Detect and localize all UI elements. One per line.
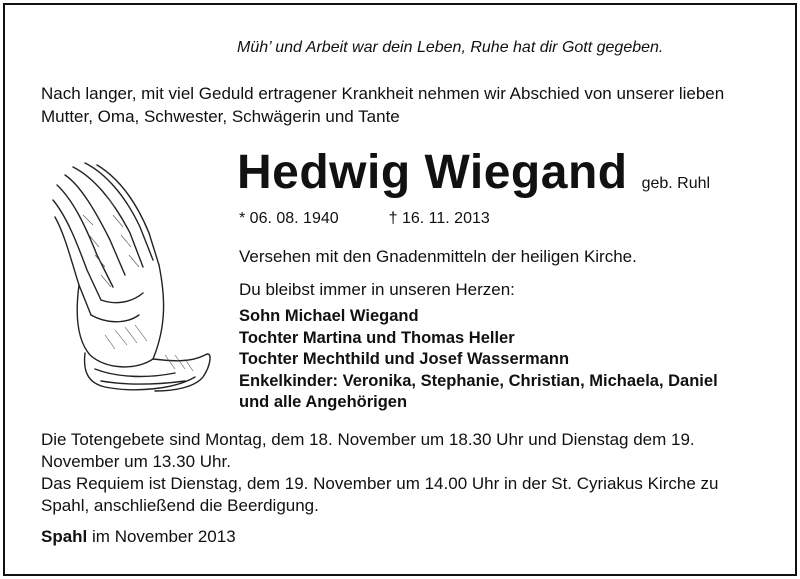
name-row [237, 145, 777, 200]
motto: Müh’ und Arbeit war dein Leben, Ruhe hat dir Gott gegeben. [237, 39, 664, 56]
place-date [41, 527, 236, 547]
intro-text: Nach langer, mit viel Geduld ertragener Krankheit nehmen wir Abschied von unserer lieben Mutter, Oma, Schwester, Schwägerin und Tante [41, 84, 725, 126]
obituary-notice [3, 3, 797, 576]
mourner-line: Tochter Martina und Thomas Heller [239, 328, 515, 347]
date: im November 2013 [92, 527, 236, 546]
sacrament-text: Versehen mit den Gnadenmitteln der heiligen Kirche. [239, 247, 637, 266]
mourner-line: und alle Angehörigen [239, 393, 408, 411]
mourner-line: Enkelkinder: Veronika, Stephanie, Christian, Michaela, Daniel [239, 371, 718, 390]
mourners-list [239, 306, 779, 414]
prayers-text: Die Totengebete sind Montag, dem 18. November um 18.30 Uhr und Dienstag dem 19. November um 13.30 Uhr. [41, 430, 695, 471]
place: Spahl [41, 527, 88, 546]
deceased-name: Hedwig Wiegand [237, 146, 628, 199]
praying-hands-icon [35, 155, 225, 395]
requiem-text: Das Requiem ist Dienstag, dem 19. November um 14.00 Uhr in der St. Cyriakus Kirche zu Spahl, anschließend die Beerdigung. [41, 474, 719, 515]
death-date: † 16. 11. 2013 [388, 210, 490, 227]
birth-date: * 06. 08. 1940 [239, 210, 339, 227]
mourner-line: Sohn Michael Wiegand [239, 307, 419, 325]
remembrance-text: Du bleibst immer in unseren Herzen: [239, 280, 515, 299]
life-dates [239, 210, 490, 228]
service-info [41, 429, 761, 517]
maiden-name: geb. Ruhl [641, 175, 711, 192]
mourner-line: Tochter Mechthild und Josef Wassermann [239, 350, 570, 368]
